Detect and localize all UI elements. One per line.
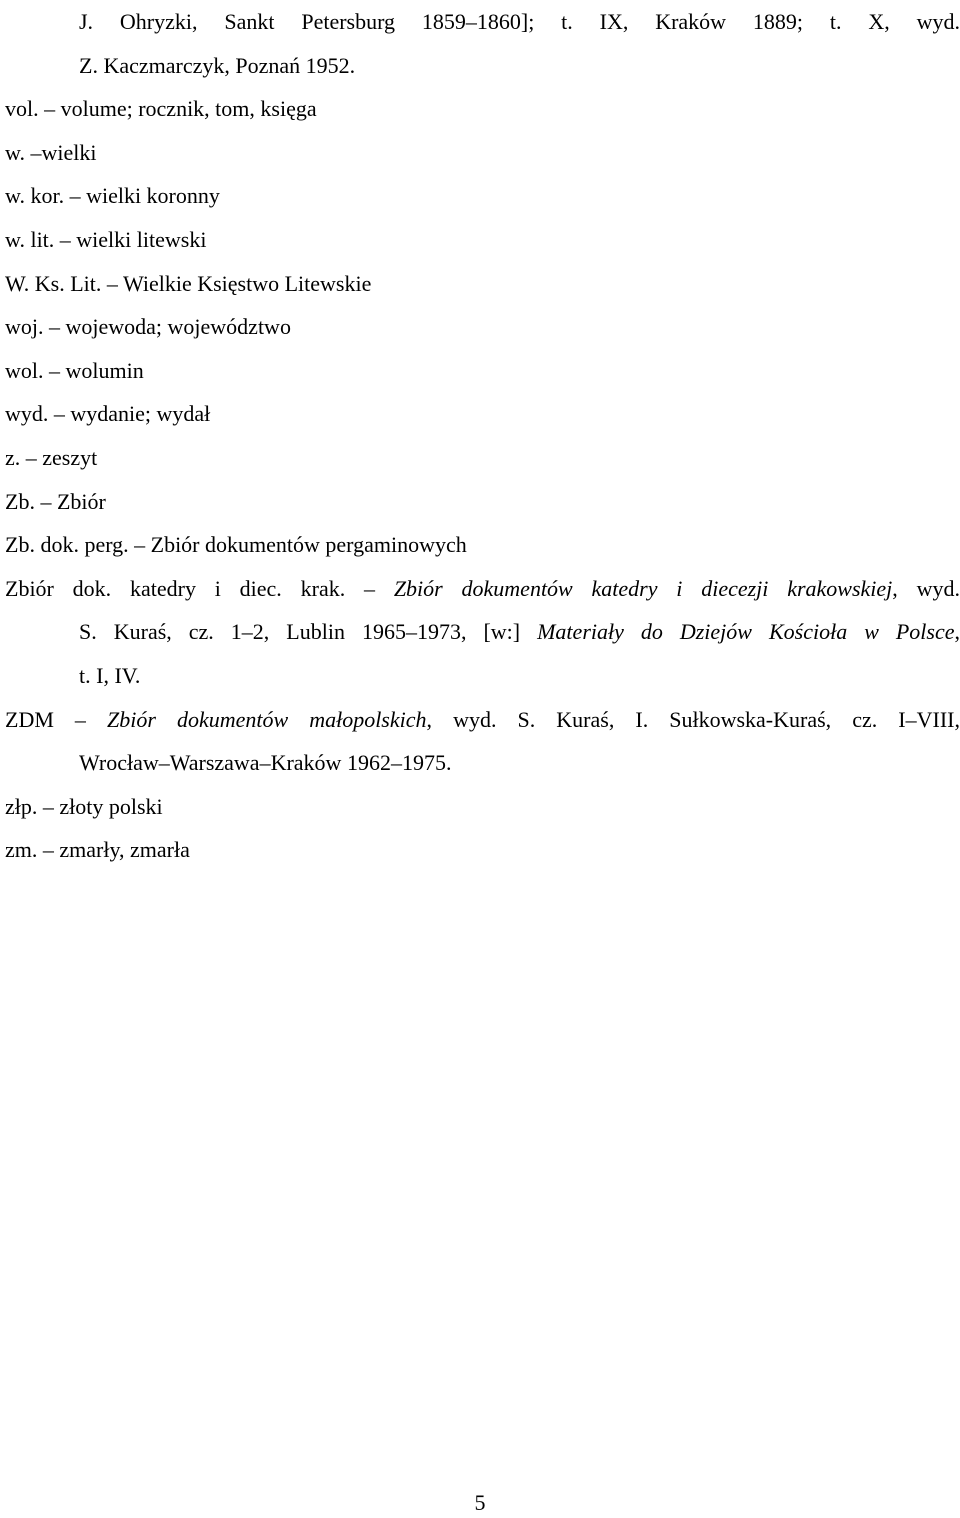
entry-zdm-line-1 <box>5 698 960 742</box>
page-number: 5 <box>474 1490 486 1515</box>
entry-w-ks-lit: W. Ks. Lit. – Wielkie Księstwo Litewskie <box>5 270 372 296</box>
entry-w-kor: w. kor. – wielki koronny <box>5 183 220 209</box>
entry-woj: woj. – wojewoda; województwo <box>5 314 291 340</box>
entry-text: Zbiór dok. katedry i diec. krak. – <box>5 575 394 601</box>
entry-zb-dok-perg: Zb. dok. perg. – Zbiór dokumentów pergaminowych <box>5 532 467 558</box>
entry-zlp: złp. – złoty polski <box>5 793 163 819</box>
entry-wol: wol. – wolumin <box>5 357 144 383</box>
entry-title-italic: Zbiór dokumentów katedry i diecezji krakowskiej <box>393 575 893 601</box>
entry-z: z. – zeszyt <box>5 444 98 470</box>
entry-text: ZDM – <box>5 706 107 732</box>
entry-ohryzki-line-2: Z. Kaczmarczyk, Poznań 1952. <box>79 52 356 78</box>
entry-zb: Zb. – Zbiór <box>5 488 106 514</box>
entry-text: , wyd. <box>892 575 960 601</box>
entry-zbior-dok-katedry-line-1 <box>5 567 960 611</box>
abbreviation-list <box>5 0 960 872</box>
entry-w: w. –wielki <box>5 139 97 165</box>
entry-vol: vol. – volume; rocznik, tom, księga <box>5 96 317 122</box>
entry-wyd: wyd. – wydanie; wydał <box>5 401 211 427</box>
entry-text: , <box>954 619 960 645</box>
entry-zm: zm. – zmarły, zmarła <box>5 837 190 863</box>
entry-title-italic: Materiały do Dziejów Kościoła w Polsce <box>537 619 955 645</box>
entry-w-lit: w. lit. – wielki litewski <box>5 226 207 252</box>
entry-zdm-line-2: Wrocław–Warszawa–Kraków 1962–1975. <box>79 750 452 776</box>
entry-text: S. Kuraś, cz. 1–2, Lublin 1965–1973, [w:] <box>79 619 538 645</box>
entry-ohryzki-line-1: J. Ohryzki, Sankt Petersburg 1859–1860]; t. IX, Kraków 1889; t. X, wyd. <box>79 9 960 34</box>
entry-zbior-dok-katedry-line-3: t. I, IV. <box>79 662 141 688</box>
entry-text: , wyd. S. Kuraś, I. Sułkowska-Kuraś, cz. I–VIII, <box>426 706 960 732</box>
entry-zbior-dok-katedry-line-2 <box>5 610 960 654</box>
entry-title-italic: Zbiór dokumentów małopolskich <box>106 706 427 732</box>
